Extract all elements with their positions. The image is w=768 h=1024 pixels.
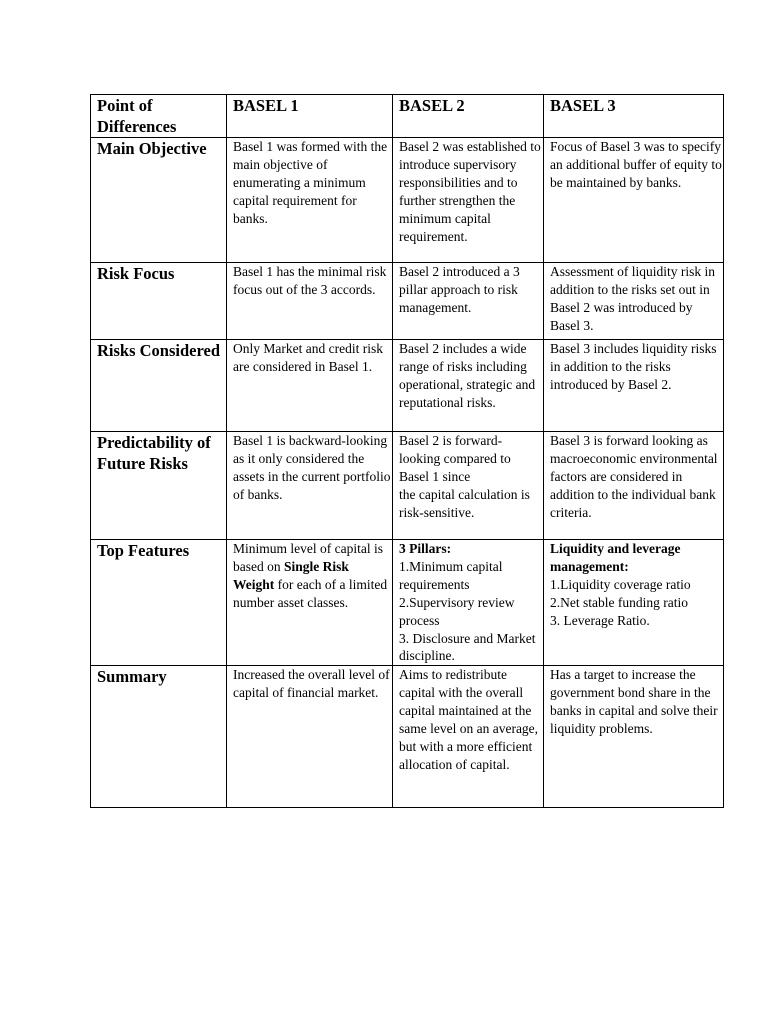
- table-header-row: [91, 95, 724, 138]
- list-item: 3. Leverage Ratio.: [550, 612, 650, 628]
- row-label-main-objective: Main Objective: [91, 138, 227, 263]
- cell-main-objective-basel-2: Basel 2 was established to introduce supervisory responsibilities and to further strengthen the minimum capital requirement.: [393, 138, 544, 263]
- list-item: 1.Liquidity coverage ratio: [550, 576, 691, 592]
- cell-risks-considered-basel-1: Only Market and credit risk are considered in Basel 1.: [227, 340, 393, 432]
- list-item: 1.Minimum capital requirements: [399, 558, 503, 592]
- row-label-summary: Summary: [91, 666, 227, 808]
- cell-risks-considered-basel-3: Basel 3 includes liquidity risks in addition to the risks introduced by Basel 2.: [544, 340, 724, 432]
- row-label-risk-focus: Risk Focus: [91, 263, 227, 340]
- cell-summary-basel-3: Has a target to increase the government bond share in the banks in capital and solve their liquidity problems.: [544, 666, 724, 808]
- top-features-basel-1-bold-text: Single Risk Weight: [233, 558, 349, 592]
- cell-risk-focus-basel-2: Basel 2 introduced a 3 pillar approach to risk management.: [393, 263, 544, 340]
- cell-risks-considered-basel-2: Basel 2 includes a wide range of risks including operational, strategic and reputational risks.: [393, 340, 544, 432]
- cell-predictability-basel-2: [393, 432, 544, 540]
- top-features-basel-1-text-pre: Minimum level of capital is based on: [233, 541, 383, 574]
- top-features-basel-1-text-post: for each of a limited number asset classes.: [233, 576, 388, 610]
- row-label-predictability: Predictability of Future Risks: [91, 432, 227, 540]
- row-label-top-features: Top Features: [91, 540, 227, 666]
- list-item: 2.Supervisory review process: [399, 594, 515, 628]
- cell-predictability-basel-3: Basel 3 is forward looking as macroeconomic environmental factors are considered in addition to the individual bank criteria.: [544, 432, 724, 540]
- cell-main-objective-basel-1: Basel 1 was formed with the main objective of enumerating a minimum capital requirement for banks.: [227, 138, 393, 263]
- table-row-risk-focus: [91, 263, 724, 340]
- cell-risk-focus-basel-1: Basel 1 has the minimal risk focus out of the 3 accords.: [227, 263, 393, 340]
- predictability-basel-2-text-b: the capital calculation is risk-sensitive.: [399, 486, 530, 520]
- cell-top-features-basel-1: [227, 540, 393, 666]
- table-row-risks-considered: [91, 340, 724, 432]
- cell-risk-focus-basel-3: Assessment of liquidity risk in addition to the risks set out in Basel 2 was introduced by Basel 3.: [544, 263, 724, 340]
- cell-summary-basel-2: Aims to redistribute capital with the overall capital maintained at the same level on an average, but with a more efficient allocation of capital.: [393, 666, 544, 808]
- row-label-risks-considered: Risks Considered: [91, 340, 227, 432]
- table-row-top-features: [91, 540, 724, 666]
- table-row-predictability: [91, 432, 724, 540]
- cell-predictability-basel-1: Basel 1 is backward-looking as it only considered the assets in the current portfolio of banks.: [227, 432, 393, 540]
- list-item: 3. Disclosure and Market discipline.: [399, 630, 536, 664]
- top-features-basel-3-title: Liquidity and leverage management:: [550, 541, 681, 574]
- header-basel-2: BASEL 2: [393, 95, 544, 138]
- table-row-summary: [91, 666, 724, 808]
- header-point-of-differences: Point of Differences: [91, 95, 227, 138]
- predictability-basel-2-text-a: Basel 2 is forward-looking compared to Basel 1 since: [399, 433, 511, 484]
- list-item: 2.Net stable funding ratio: [550, 594, 688, 610]
- cell-summary-basel-1: Increased the overall level of capital of financial market.: [227, 666, 393, 808]
- table-row-main-objective: [91, 138, 724, 263]
- header-basel-3: BASEL 3: [544, 95, 724, 138]
- header-basel-1: BASEL 1: [227, 95, 393, 138]
- cell-top-features-basel-2: [393, 540, 544, 666]
- top-features-basel-2-title: 3 Pillars:: [399, 541, 452, 556]
- cell-top-features-basel-3: [544, 540, 724, 666]
- basel-comparison-table: [90, 94, 724, 808]
- cell-main-objective-basel-3: Focus of Basel 3 was to specify an additional buffer of equity to be maintained by banks.: [544, 138, 724, 263]
